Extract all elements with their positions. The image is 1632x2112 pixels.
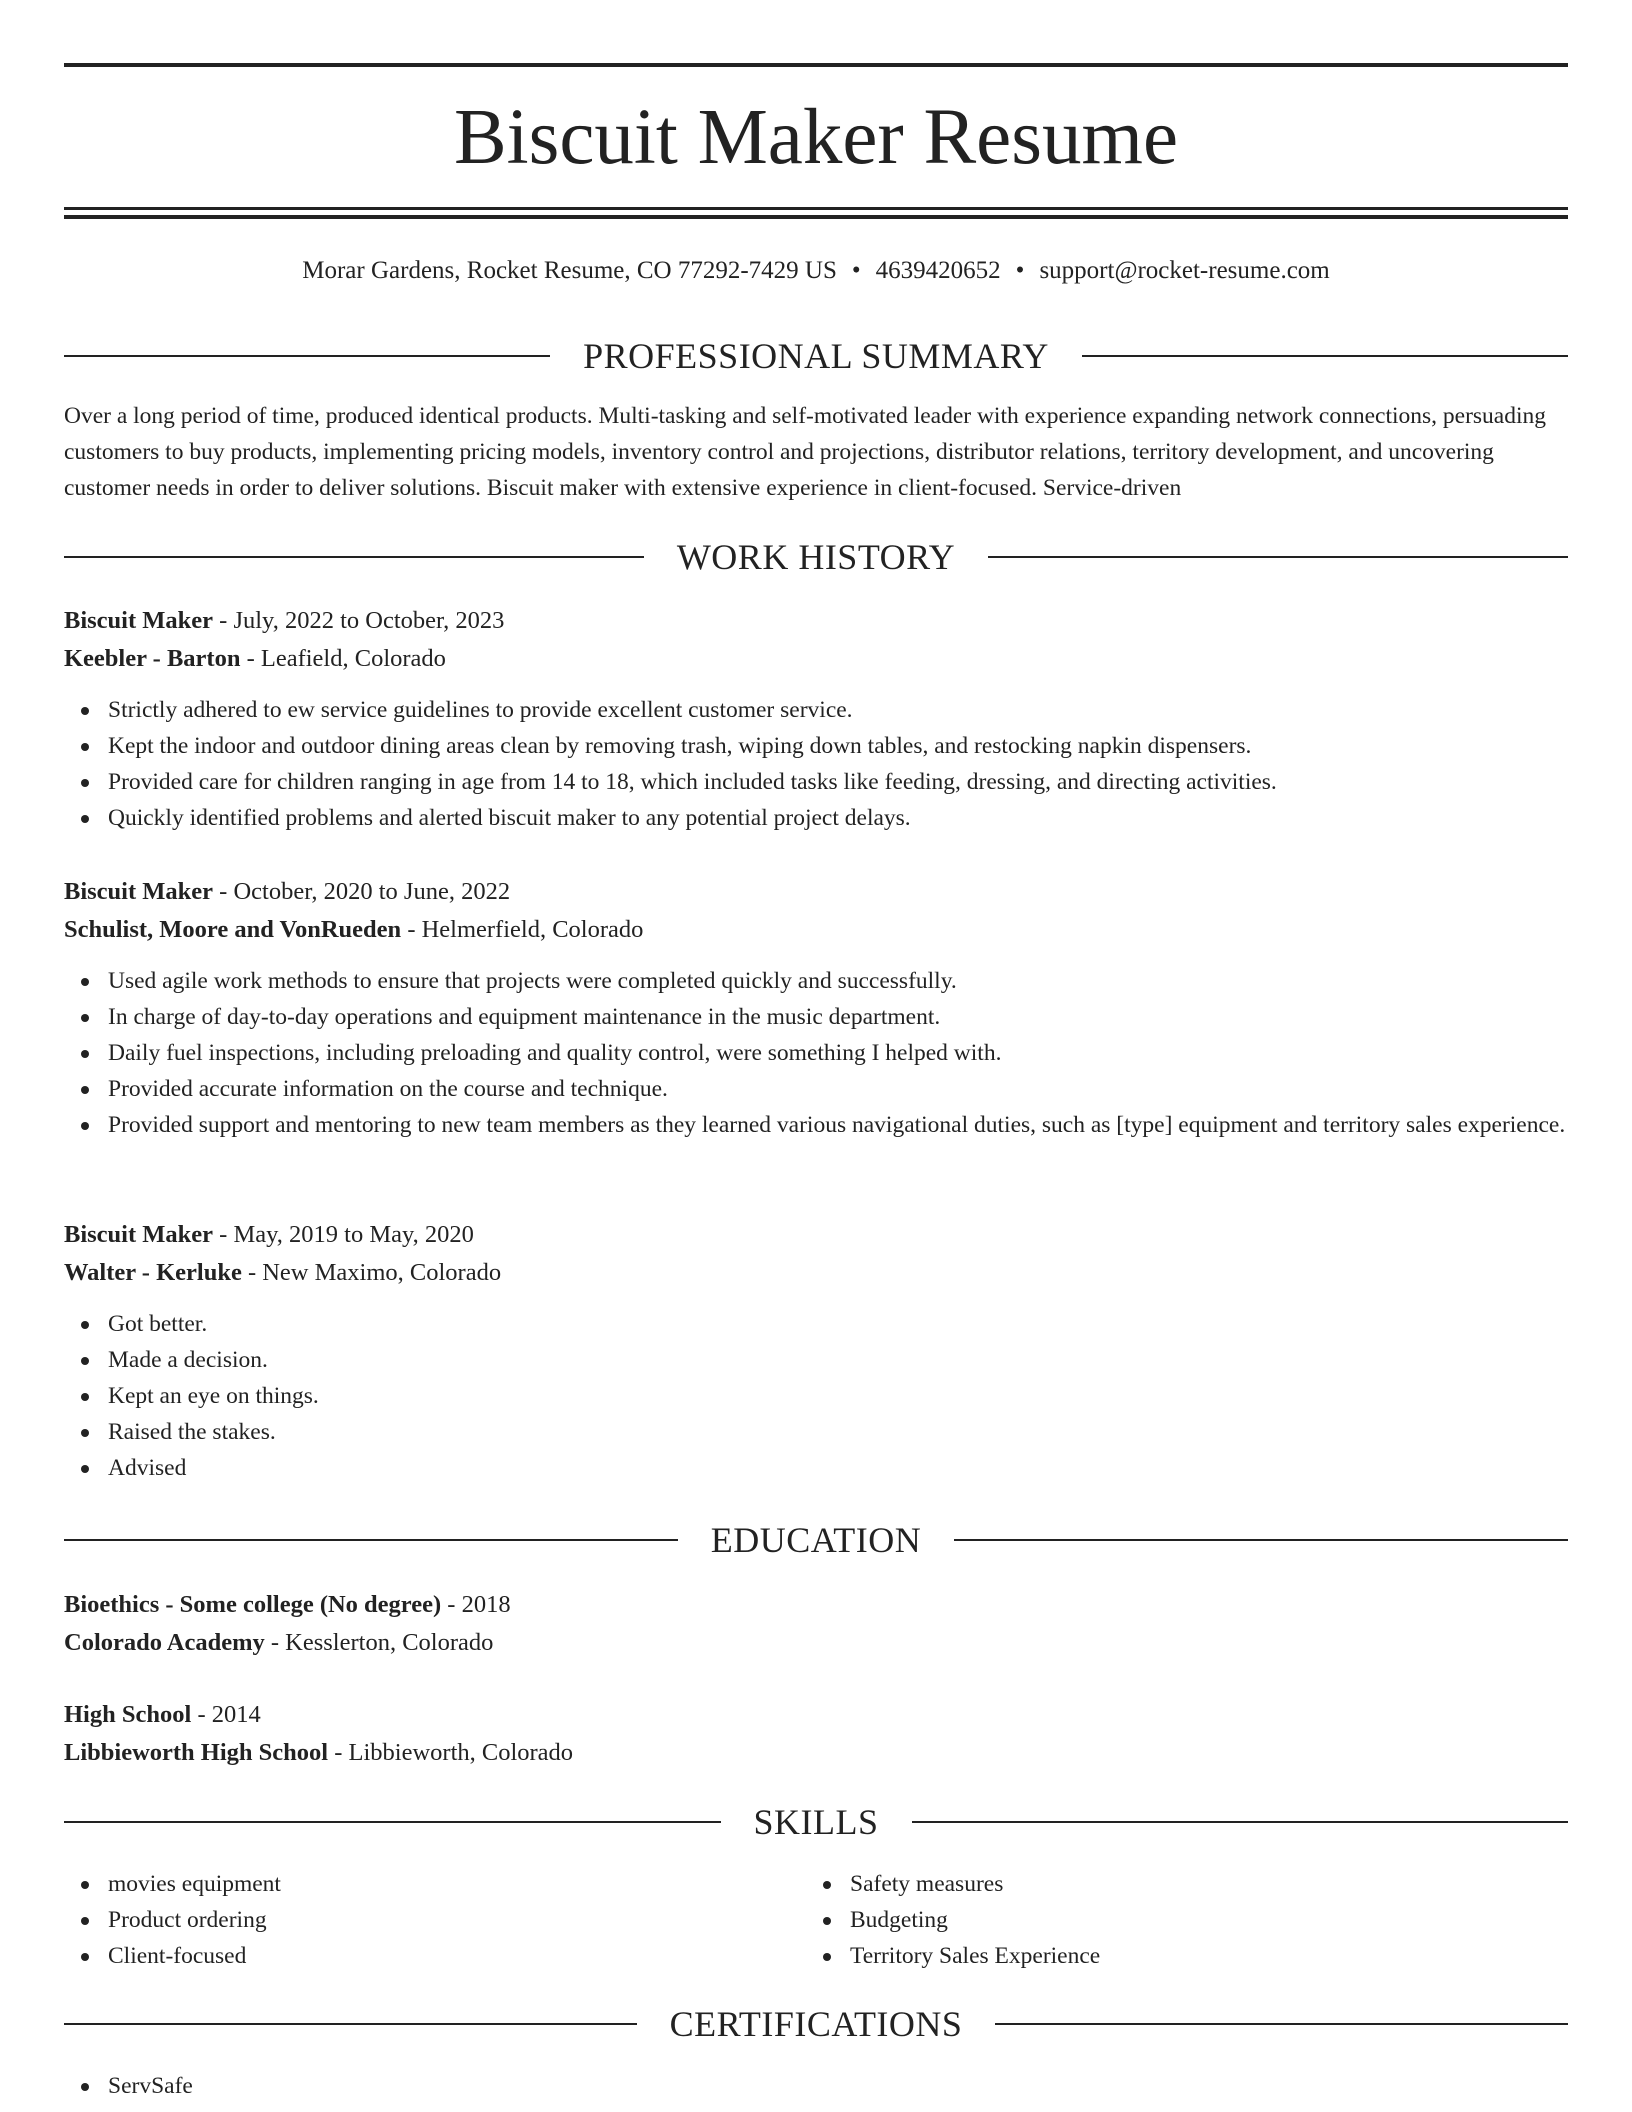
- heading-rule: [64, 2023, 637, 2025]
- section-title-certifications: CERTIFICATIONS: [669, 2004, 963, 2044]
- job-bullet: Kept an eye on things.: [64, 1378, 1568, 1414]
- contact-address: Morar Gardens, Rocket Resume, CO 77292-7429 US: [302, 257, 837, 284]
- job-bullet: Kept the indoor and outdoor dining areas clean by removing trash, wiping down tables, and restocking napkin dispensers.: [64, 728, 1568, 764]
- job-entry: [64, 873, 1568, 1143]
- skill-item: movies equipment: [64, 1866, 806, 1902]
- job-bullet: Advised: [64, 1450, 1568, 1486]
- heading-rule: [64, 355, 550, 357]
- job-title: Biscuit Maker: [64, 607, 214, 634]
- job-dates: - May, 2019 to May, 2020: [213, 1221, 474, 1248]
- section-title-work: WORK HISTORY: [676, 537, 956, 577]
- job-bullet: In charge of day-to-day operations and equipment maintenance in the music department.: [64, 999, 1568, 1035]
- job-bullet: Strictly adhered to ew service guidelines to provide excellent customer service.: [64, 692, 1568, 728]
- certification-item: ServSafe: [64, 2068, 806, 2104]
- resume-title: Biscuit Maker Resume: [453, 94, 1179, 181]
- job-bullet: Daily fuel inspections, including preloading and quality control, were something I helped with.: [64, 1035, 1568, 1071]
- education-location: - Libbieworth, Colorado: [328, 1739, 574, 1766]
- job-bullets: [64, 963, 1568, 1143]
- job-location: - Leafield, Colorado: [240, 645, 446, 672]
- job-bullet: Provided accurate information on the course and technique.: [64, 1071, 1568, 1107]
- contact-email: support@rocket-resume.com: [1039, 257, 1330, 284]
- education-degree: Bioethics - Some college (No degree): [64, 1591, 442, 1618]
- job-company: Schulist, Moore and VonRueden: [64, 916, 402, 943]
- education-location: - Kesslerton, Colorado: [264, 1629, 494, 1656]
- skill-item: Safety measures: [806, 1866, 1100, 1902]
- skills-column-right: [806, 1866, 1100, 1974]
- heading-rule: [64, 556, 644, 558]
- heading-rule: [954, 1539, 1568, 1541]
- contact-phone: 4639420652: [875, 257, 1001, 284]
- job-bullet: Provided care for children ranging in age from 14 to 18, which included tasks like feeding, dressing, and directing activities.: [64, 764, 1568, 800]
- section-title-education: EDUCATION: [710, 1520, 922, 1560]
- job-entry: [64, 1216, 1568, 1486]
- education-degree: High School: [64, 1701, 192, 1728]
- heading-rule: [1082, 355, 1568, 357]
- title-double-rule: [64, 207, 1568, 219]
- job-location: - New Maximo, Colorado: [241, 1259, 502, 1286]
- skills-column-left: [64, 1866, 806, 1974]
- certifications-column: [64, 2068, 806, 2104]
- heading-rule: [995, 2023, 1568, 2025]
- job-entry: [64, 602, 1568, 836]
- section-title-summary: PROFESSIONAL SUMMARY: [583, 336, 1049, 376]
- education-entry: [64, 1586, 1568, 1662]
- summary-text: Over a long period of time, produced identical products. Multi-tasking and self-motivated leader with experience expanding network connections, persuading customers to buy products, implementing pricing models, inventory control and projections, distributor relations, territory development, and uncovering customer needs in order to deliver solutions. Biscuit maker with extensive experience in client-focused. Service-driven: [64, 403, 1547, 501]
- job-location: - Helmerfield, Colorado: [401, 916, 644, 943]
- skill-item: Territory Sales Experience: [806, 1938, 1100, 1974]
- heading-rule: [988, 556, 1568, 558]
- section-heading-education: [64, 1515, 1568, 1565]
- education-school: Libbieworth High School: [64, 1739, 329, 1766]
- skills-list: [64, 1866, 1568, 1974]
- education-entry: [64, 1696, 1568, 1772]
- job-company: Keebler - Barton: [64, 645, 241, 672]
- job-bullets: [64, 692, 1568, 836]
- job-bullet: Used agile work methods to ensure that projects were completed quickly and successfully.: [64, 963, 1568, 999]
- education-year: - 2014: [191, 1701, 261, 1728]
- job-bullet: Quickly identified problems and alerted biscuit maker to any potential project delays.: [64, 800, 1568, 836]
- heading-rule: [64, 1821, 721, 1823]
- contact-separator: •: [1015, 257, 1025, 284]
- section-heading-certifications: [64, 1999, 1568, 2049]
- section-title-skills: SKILLS: [753, 1802, 879, 1842]
- top-rule: [64, 63, 1568, 67]
- job-bullet: Got better.: [64, 1306, 1568, 1342]
- contact-separator: •: [851, 257, 861, 284]
- job-dates: - October, 2020 to June, 2022: [213, 878, 511, 905]
- job-bullet: Provided support and mentoring to new team members as they learned various navigational duties, such as [type] equipment and territory sales experience.: [64, 1107, 1568, 1143]
- job-bullet: Made a decision.: [64, 1342, 1568, 1378]
- heading-rule: [64, 1539, 678, 1541]
- contact-line: [64, 253, 1568, 289]
- skill-item: Client-focused: [64, 1938, 806, 1974]
- education-school: Colorado Academy: [64, 1629, 265, 1656]
- section-heading-summary: [64, 331, 1568, 381]
- heading-rule: [912, 1821, 1569, 1823]
- certifications-list: [64, 2068, 1568, 2104]
- skill-item: Budgeting: [806, 1902, 1100, 1938]
- job-bullet: Raised the stakes.: [64, 1414, 1568, 1450]
- job-dates: - July, 2022 to October, 2023: [213, 607, 505, 634]
- job-title: Biscuit Maker: [64, 878, 214, 905]
- section-heading-work: [64, 532, 1568, 582]
- job-title: Biscuit Maker: [64, 1221, 214, 1248]
- education-year: - 2018: [441, 1591, 511, 1618]
- skill-item: Product ordering: [64, 1902, 806, 1938]
- job-bullets: [64, 1306, 1568, 1486]
- section-heading-skills: [64, 1797, 1568, 1847]
- job-company: Walter - Kerluke: [64, 1259, 242, 1286]
